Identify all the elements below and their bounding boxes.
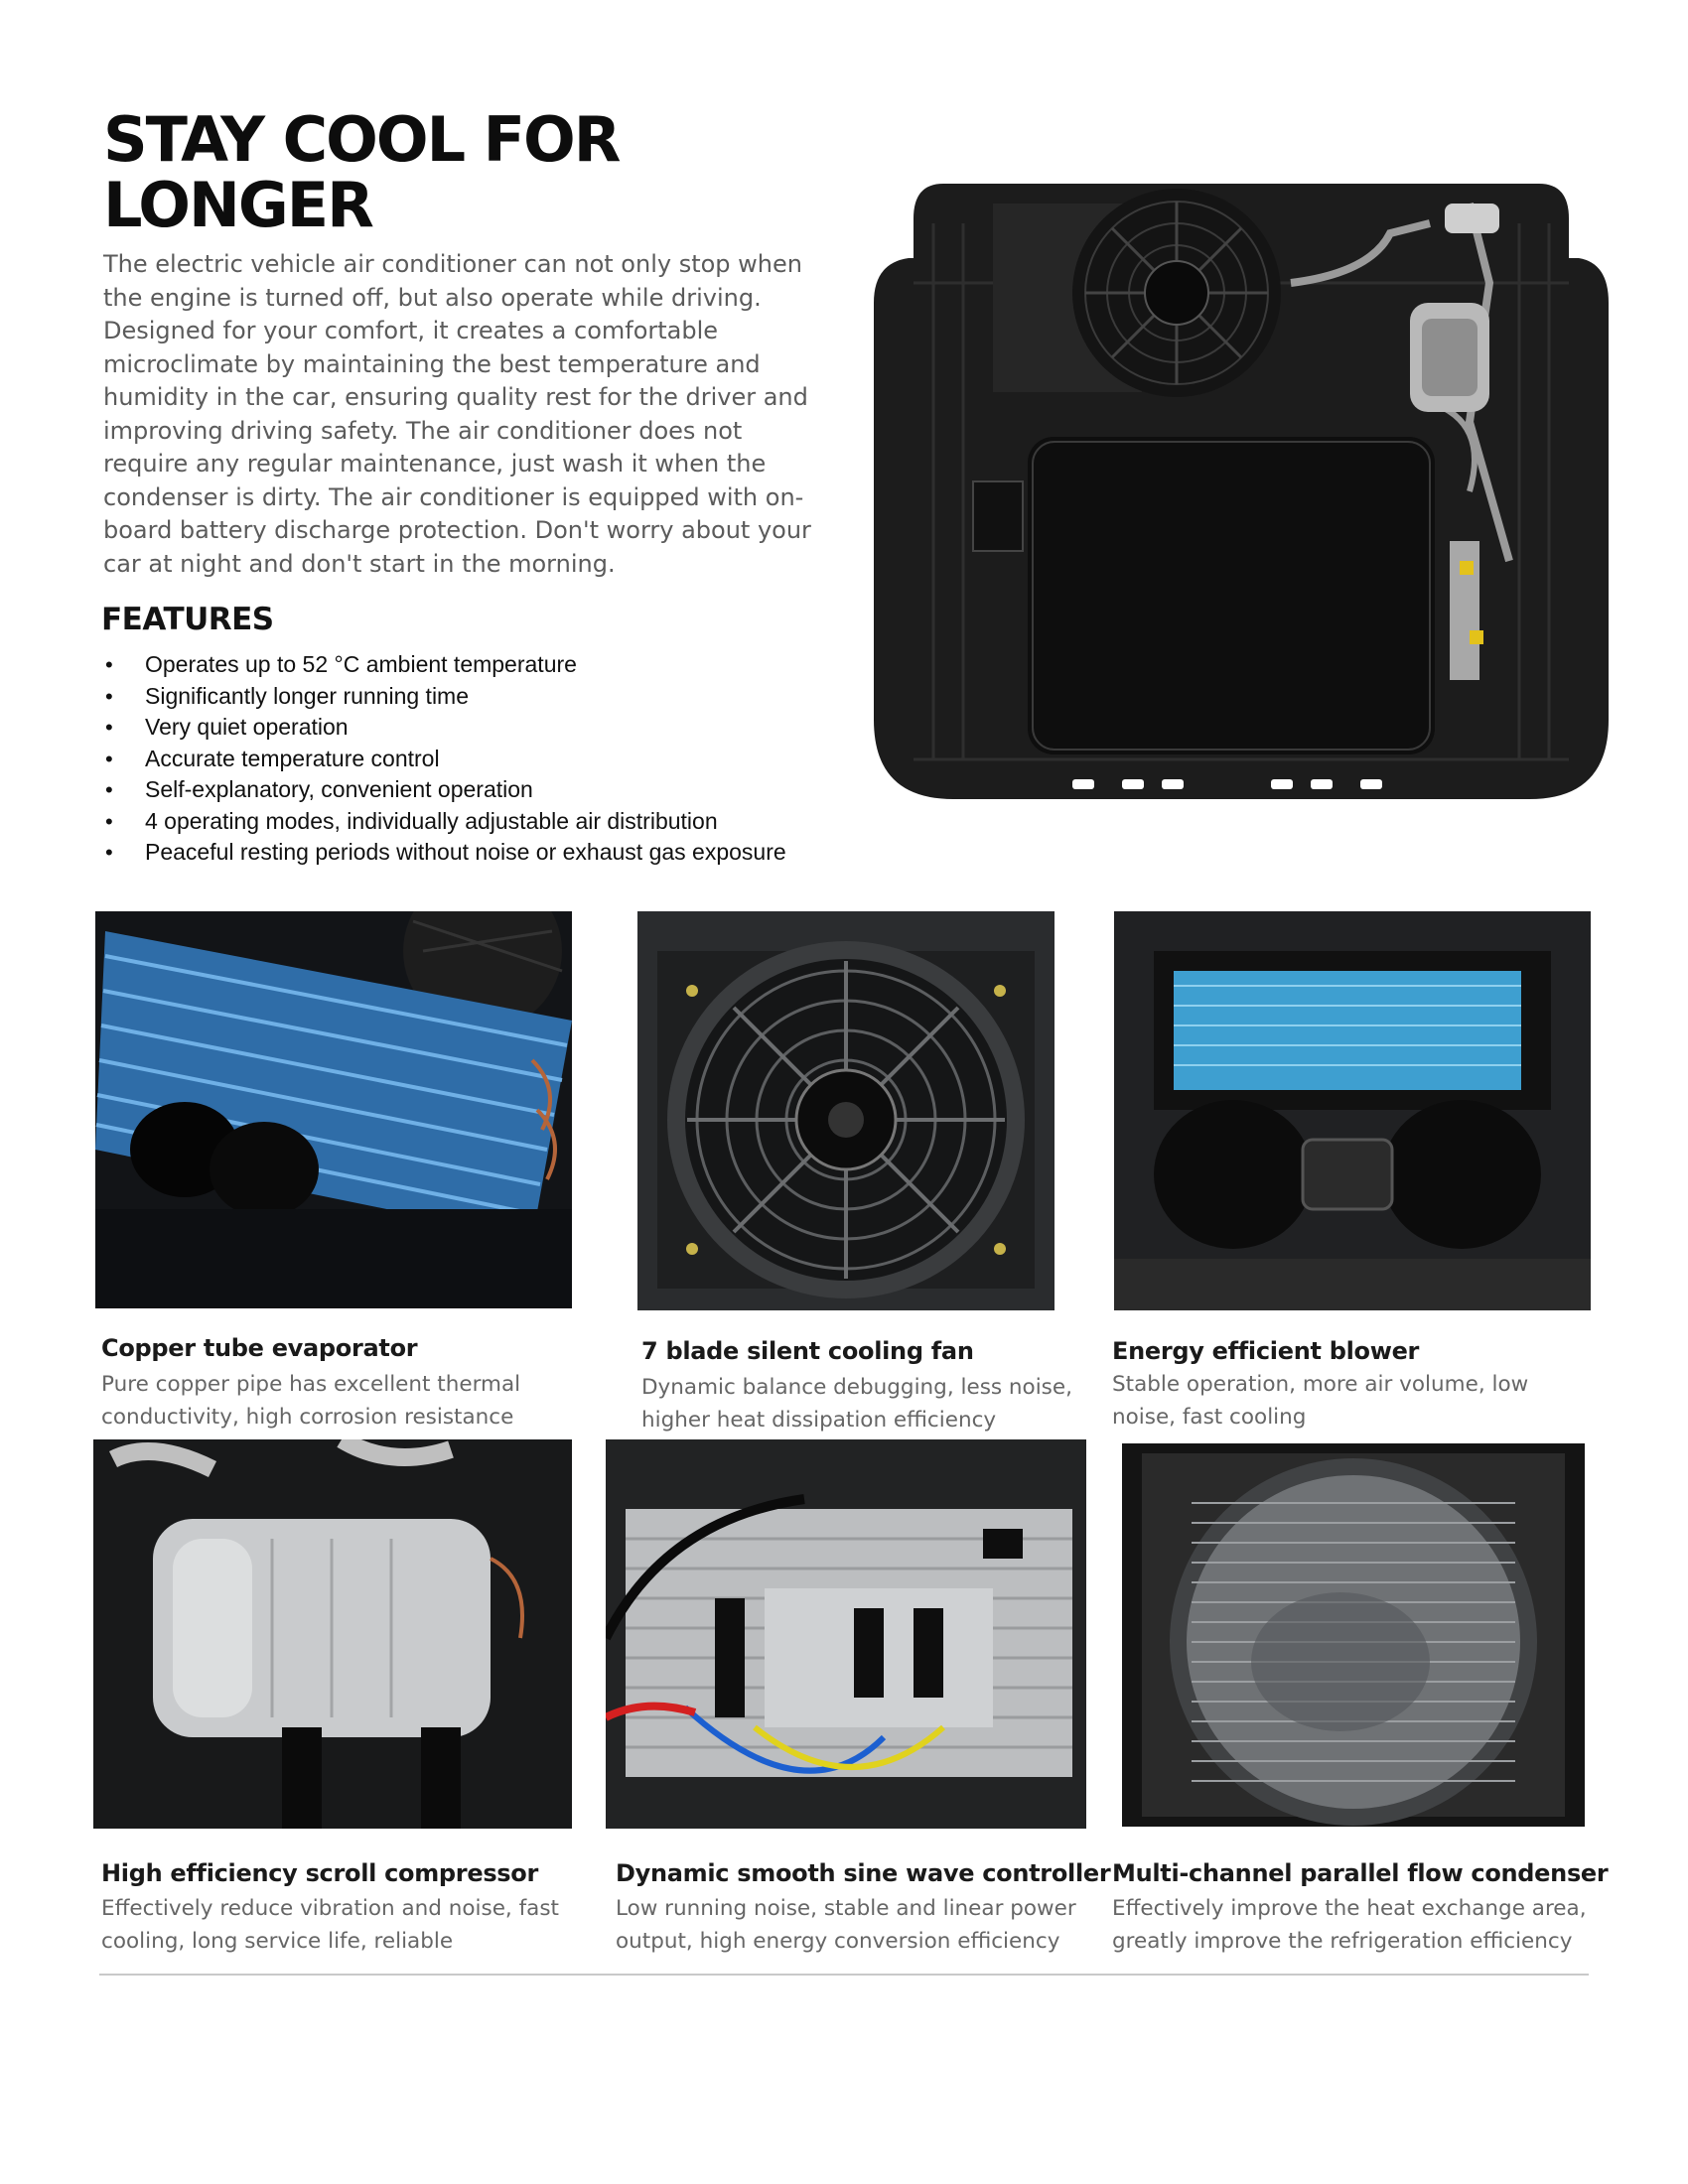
component-title: Energy efficient blower — [1112, 1337, 1420, 1365]
evaporator-photo — [95, 911, 572, 1308]
controller-photo — [606, 1439, 1086, 1829]
feature-item: • Operates up to 52 °C ambient temperature — [103, 649, 878, 681]
compressor-photo — [93, 1439, 572, 1829]
condenser-photo — [1122, 1443, 1585, 1827]
blower-photo — [1114, 911, 1591, 1310]
feature-item: • Very quiet operation — [103, 712, 878, 744]
feature-item: • Peaceful resting periods without noise or exhaust gas exposure — [103, 837, 878, 869]
component-title: Dynamic smooth sine wave controller — [616, 1859, 1111, 1887]
features-heading: FEATURES — [101, 602, 274, 637]
component-description: Stable operation, more air volume, low noise, fast cooling — [1112, 1372, 1529, 1430]
feature-item: • Self-explanatory, convenient operation — [103, 774, 878, 806]
features-list — [103, 649, 878, 869]
component-title: High efficiency scroll compressor — [101, 1859, 539, 1887]
component-description: Dynamic balance debugging, less noise, higher heat dissipation efficiency — [641, 1375, 1072, 1433]
component-title: Multi-channel parallel flow condenser — [1112, 1859, 1609, 1887]
cooling-fan-photo — [637, 911, 1055, 1310]
component-description: Effectively improve the heat exchange area, greatly improve the refrigeration efficiency — [1112, 1896, 1587, 1954]
component-description: Low running noise, stable and linear power output, high energy conversion efficiency — [616, 1896, 1076, 1954]
component-title: 7 blade silent cooling fan — [641, 1337, 974, 1365]
feature-item: • 4 operating modes, individually adjustable air distribution — [103, 806, 878, 838]
feature-item: • Accurate temperature control — [103, 744, 878, 775]
hero-product-image — [874, 164, 1609, 809]
bottom-divider — [99, 1974, 1589, 1976]
feature-item: • Significantly longer running time — [103, 681, 878, 713]
component-description: Pure copper pipe has excellent thermal conductivity, high corrosion resistance — [101, 1372, 521, 1430]
component-title: Copper tube evaporator — [101, 1334, 418, 1362]
component-description: Effectively reduce vibration and noise, fast cooling, long service life, reliable — [101, 1896, 559, 1954]
intro-paragraph: The electric vehicle air conditioner can not only stop when the engine is turned off, but also operate while driving. Designed for your comfort, it creates a comfortable microclimate by maintaining the best temperature and humidity in the car, ensuring quality rest for the driver and improving driving safety. The air conditioner does not require any regular maintenance, just wash it when the condenser is dirty. The air conditioner is equipped with on-board battery discharge protection. Don't worry about your car at night and don't start in the morning. — [103, 250, 811, 578]
page-title: STAY COOL FOR LONGER — [103, 103, 620, 241]
